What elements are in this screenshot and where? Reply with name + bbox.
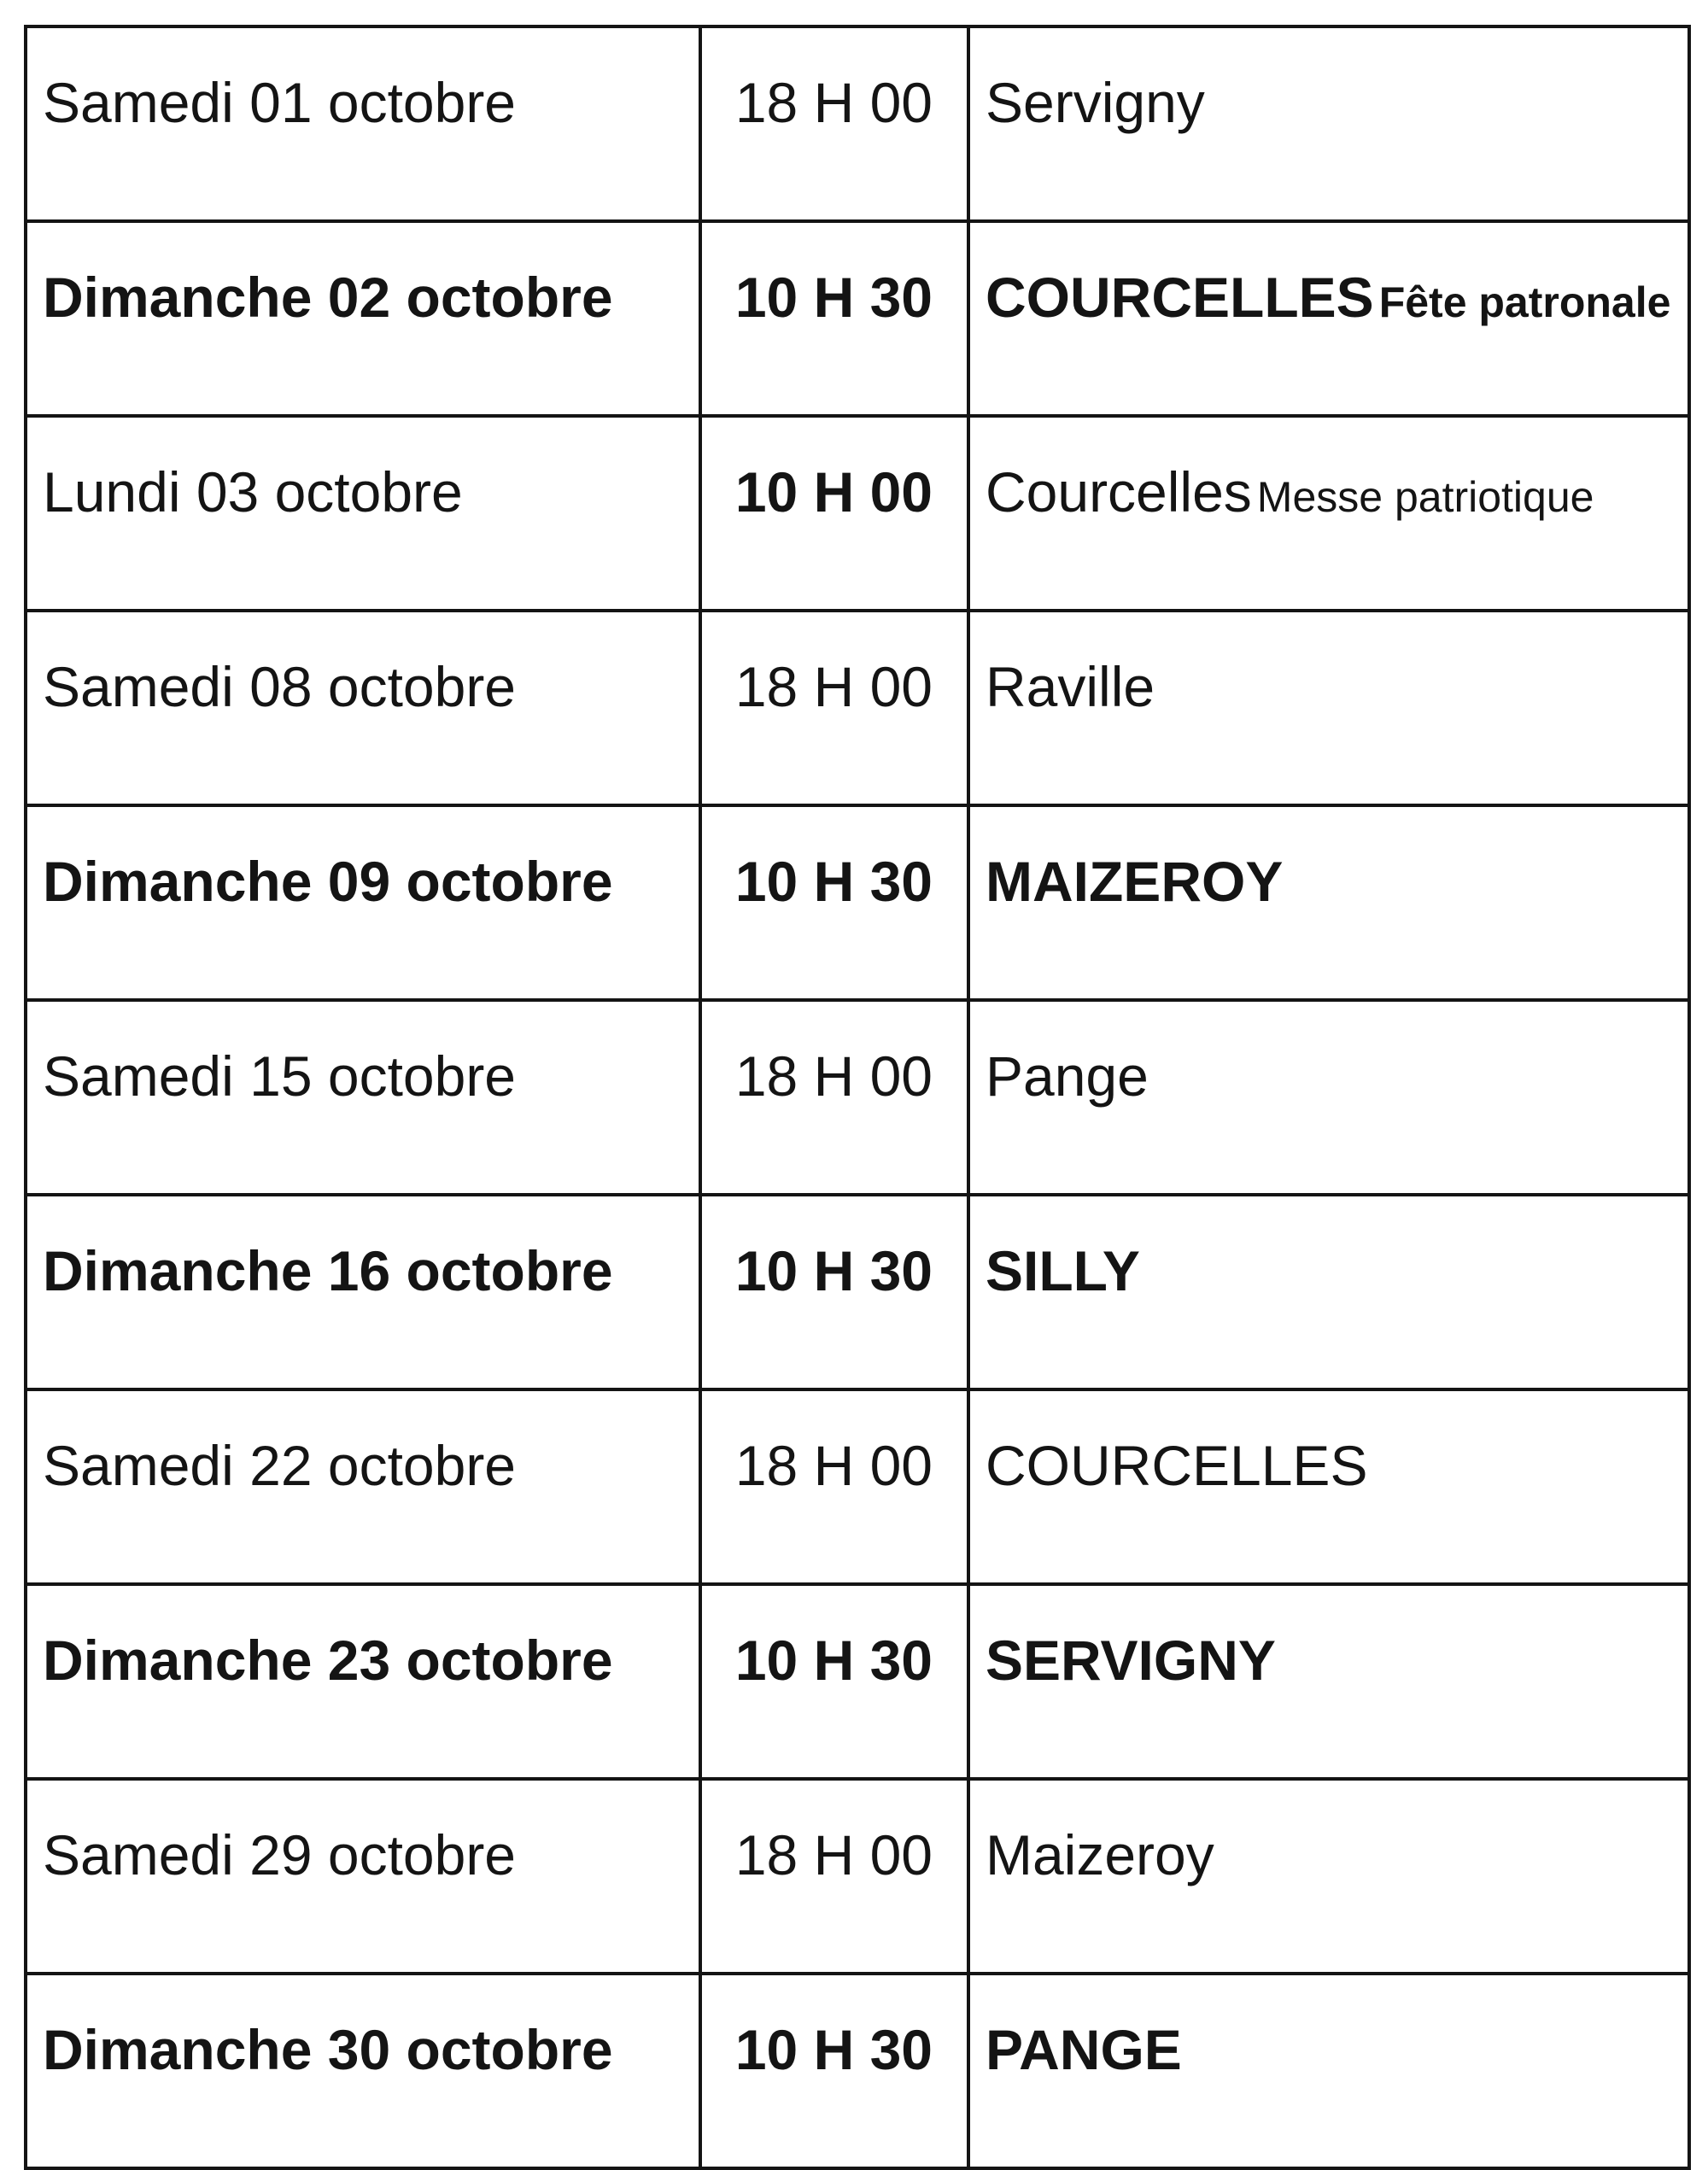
date-cell: Samedi 22 octobre [26, 1389, 700, 1584]
place-name: PANGE [986, 2018, 1182, 2081]
place-name: Maizeroy [986, 1823, 1214, 1886]
schedule-row [26, 1389, 1689, 1584]
date-cell: Dimanche 30 octobre [26, 1974, 700, 2168]
time-cell: 10 H 30 [700, 805, 968, 1000]
place-cell [968, 1195, 1689, 1389]
date-cell: Samedi 15 octobre [26, 1000, 700, 1195]
date-cell: Samedi 01 octobre [26, 26, 700, 221]
schedule-row [26, 1974, 1689, 2168]
time-cell: 18 H 00 [700, 611, 968, 805]
place-name: Pange [986, 1044, 1149, 1108]
place-cell [968, 1974, 1689, 2168]
place-cell [968, 1584, 1689, 1779]
place-cell [968, 611, 1689, 805]
date-cell: Samedi 29 octobre [26, 1779, 700, 1974]
place-name: Raville [986, 655, 1155, 718]
schedule-row [26, 1584, 1689, 1779]
place-name: COURCELLES [986, 1434, 1368, 1497]
schedule-row [26, 416, 1689, 611]
date-cell: Lundi 03 octobre [26, 416, 700, 611]
date-cell: Dimanche 02 octobre [26, 221, 700, 416]
date-cell: Dimanche 09 octobre [26, 805, 700, 1000]
place-cell [968, 805, 1689, 1000]
place-name: Servigny [986, 71, 1205, 134]
time-cell: 10 H 00 [700, 416, 968, 611]
schedule-row [26, 1000, 1689, 1195]
date-cell: Dimanche 16 octobre [26, 1195, 700, 1389]
place-name: COURCELLES [986, 266, 1374, 329]
place-cell [968, 1000, 1689, 1195]
time-cell: 18 H 00 [700, 1000, 968, 1195]
place-name: SILLY [986, 1239, 1140, 1302]
place-cell [968, 221, 1689, 416]
time-cell: 10 H 30 [700, 1584, 968, 1779]
mass-schedule-table [24, 25, 1691, 2170]
time-cell: 10 H 30 [700, 1195, 968, 1389]
schedule-row [26, 26, 1689, 221]
place-cell [968, 1389, 1689, 1584]
schedule-row [26, 1779, 1689, 1974]
time-cell: 10 H 30 [700, 221, 968, 416]
place-cell [968, 1779, 1689, 1974]
place-name: Courcelles [986, 460, 1252, 523]
schedule-row [26, 221, 1689, 416]
place-cell [968, 26, 1689, 221]
time-cell: 18 H 00 [700, 1779, 968, 1974]
schedule-row [26, 1195, 1689, 1389]
place-cell [968, 416, 1689, 611]
schedule-row [26, 805, 1689, 1000]
place-name: MAIZEROY [986, 850, 1284, 913]
place-name: SERVIGNY [986, 1629, 1276, 1692]
schedule-row [26, 611, 1689, 805]
date-cell: Dimanche 23 octobre [26, 1584, 700, 1779]
time-cell: 18 H 00 [700, 26, 968, 221]
date-cell: Samedi 08 octobre [26, 611, 700, 805]
place-note: Messe patriotique [1256, 473, 1594, 521]
time-cell: 10 H 30 [700, 1974, 968, 2168]
place-note: Fête patronale [1378, 278, 1671, 326]
time-cell: 18 H 00 [700, 1389, 968, 1584]
